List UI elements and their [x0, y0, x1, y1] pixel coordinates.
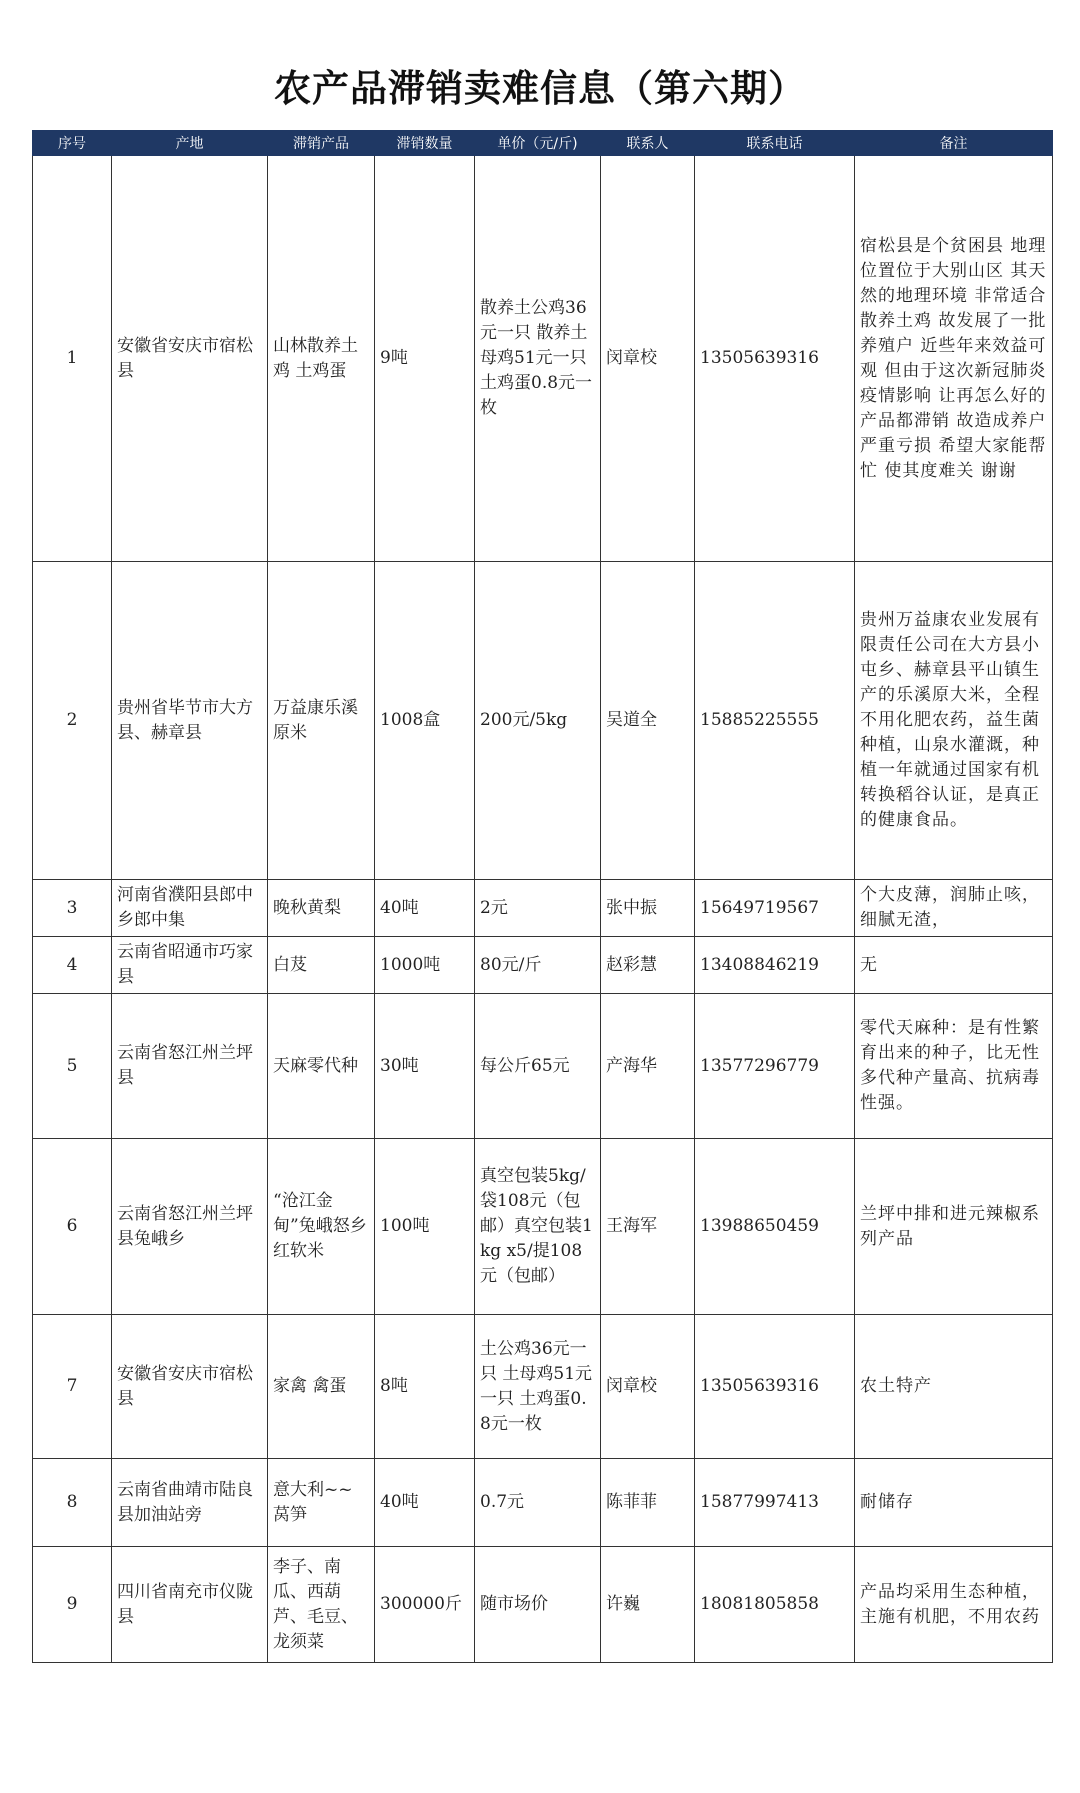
table-row	[33, 1139, 1053, 1315]
cell-quantity: 1000吨	[375, 937, 475, 994]
table-row	[33, 880, 1053, 937]
cell-product: 天麻零代种	[268, 994, 375, 1139]
cell-product: 意大利~~莴笋	[268, 1459, 375, 1547]
cell-price: 0.7元	[475, 1459, 601, 1547]
cell-phone: 13505639316	[695, 1315, 855, 1459]
cell-seq: 1	[33, 156, 112, 562]
cell-seq: 7	[33, 1315, 112, 1459]
cell-quantity: 8吨	[375, 1315, 475, 1459]
cell-origin: 四川省南充市仪陇县	[112, 1547, 268, 1663]
cell-phone: 15877997413	[695, 1459, 855, 1547]
cell-note: 兰坪中排和进元辣椒系列产品	[855, 1139, 1053, 1315]
cell-note: 个大皮薄，润肺止咳，细腻无渣，	[855, 880, 1053, 937]
header-product: 滞销产品	[268, 131, 375, 156]
info-table	[32, 130, 1053, 1663]
table-row	[33, 1315, 1053, 1459]
document-title: 农产品滞销卖难信息（第六期）	[274, 67, 806, 110]
header-origin: 产地	[112, 131, 268, 156]
cell-origin: 云南省曲靖市陆良县加油站旁	[112, 1459, 268, 1547]
cell-price: 2元	[475, 880, 601, 937]
cell-note: 零代天麻种：是有性繁育出来的种子，比无性多代种产量高、抗病毒性强。	[855, 994, 1053, 1139]
cell-product: 李子、南瓜、西葫芦、毛豆、龙须菜	[268, 1547, 375, 1663]
cell-quantity: 1008盒	[375, 562, 475, 880]
cell-price: 80元/斤	[475, 937, 601, 994]
cell-quantity: 100吨	[375, 1139, 475, 1315]
cell-note: 无	[855, 937, 1053, 994]
cell-price: 随市场价	[475, 1547, 601, 1663]
cell-product: 山林散养土鸡 土鸡蛋	[268, 156, 375, 562]
table-row	[33, 562, 1053, 880]
cell-phone: 18081805858	[695, 1547, 855, 1663]
cell-price: 散养土公鸡36元一只 散养土母鸡51元一只 土鸡蛋0.8元一枚	[475, 156, 601, 562]
header-price: 单价（元/斤)	[475, 131, 601, 156]
cell-quantity: 9吨	[375, 156, 475, 562]
cell-product: “沧江金甸”兔峨怒乡红软米	[268, 1139, 375, 1315]
cell-seq: 8	[33, 1459, 112, 1547]
cell-note: 耐储存	[855, 1459, 1053, 1547]
cell-seq: 4	[33, 937, 112, 994]
header-phone: 联系电话	[695, 131, 855, 156]
cell-seq: 3	[33, 880, 112, 937]
cell-contact: 许巍	[601, 1547, 695, 1663]
cell-seq: 6	[33, 1139, 112, 1315]
cell-seq: 5	[33, 994, 112, 1139]
cell-origin: 云南省昭通市巧家县	[112, 937, 268, 994]
cell-price: 200元/5kg	[475, 562, 601, 880]
cell-seq: 2	[33, 562, 112, 880]
cell-quantity: 40吨	[375, 880, 475, 937]
cell-origin: 安徽省安庆市宿松县	[112, 1315, 268, 1459]
header-note: 备注	[855, 131, 1053, 156]
cell-phone: 13577296779	[695, 994, 855, 1139]
header-quantity: 滞销数量	[375, 131, 475, 156]
cell-note: 农土特产	[855, 1315, 1053, 1459]
table-row	[33, 994, 1053, 1139]
cell-product: 万益康乐溪原米	[268, 562, 375, 880]
cell-phone: 13505639316	[695, 156, 855, 562]
table-row	[33, 937, 1053, 994]
table-row	[33, 1459, 1053, 1547]
cell-origin: 贵州省毕节市大方县、赫章县	[112, 562, 268, 880]
header-contact: 联系人	[601, 131, 695, 156]
cell-contact: 陈菲菲	[601, 1459, 695, 1547]
cell-origin: 云南省怒江州兰坪县	[112, 994, 268, 1139]
cell-contact: 赵彩慧	[601, 937, 695, 994]
cell-price: 土公鸡36元一只 土母鸡51元一只 土鸡蛋0.8元一枚	[475, 1315, 601, 1459]
cell-contact: 张中振	[601, 880, 695, 937]
cell-product: 晚秋黄梨	[268, 880, 375, 937]
table-row	[33, 1547, 1053, 1663]
cell-phone: 15649719567	[695, 880, 855, 937]
cell-contact: 王海军	[601, 1139, 695, 1315]
cell-quantity: 30吨	[375, 994, 475, 1139]
header-row	[33, 131, 1053, 156]
table-row	[33, 156, 1053, 562]
cell-note: 贵州万益康农业发展有限责任公司在大方县小屯乡、赫章县平山镇生产的乐溪原大米，全程不用化肥农药，益生菌种植，山泉水灌溉，种植一年就通过国家有机转换稻谷认证，是真正的健康食品。	[855, 562, 1053, 880]
cell-product: 家禽 禽蛋	[268, 1315, 375, 1459]
cell-price: 每公斤65元	[475, 994, 601, 1139]
cell-price: 真空包装5kg/袋108元（包邮）真空包装1kg x5/提108元（包邮）	[475, 1139, 601, 1315]
cell-note: 产品均采用生态种植，主施有机肥，不用农药	[855, 1547, 1053, 1663]
cell-contact: 闵章校	[601, 156, 695, 562]
header-seq: 序号	[33, 131, 112, 156]
cell-phone: 15885225555	[695, 562, 855, 880]
cell-origin: 云南省怒江州兰坪县兔峨乡	[112, 1139, 268, 1315]
cell-phone: 13408846219	[695, 937, 855, 994]
cell-seq: 9	[33, 1547, 112, 1663]
cell-origin: 河南省濮阳县郎中乡郎中集	[112, 880, 268, 937]
cell-quantity: 300000斤	[375, 1547, 475, 1663]
cell-quantity: 40吨	[375, 1459, 475, 1547]
cell-contact: 闵章校	[601, 1315, 695, 1459]
cell-contact: 吴道全	[601, 562, 695, 880]
cell-phone: 13988650459	[695, 1139, 855, 1315]
cell-origin: 安徽省安庆市宿松县	[112, 156, 268, 562]
cell-note: 宿松县是个贫困县 地理位置位于大别山区 其天然的地理环境 非常适合散养土鸡 故发展了一批养殖户 近些年来效益可观 但由于这次新冠肺炎疫情影响 让再怎么好的产品都滞销 故造成养户严重亏损 希望大家能帮忙 使其度难关 谢谢	[855, 156, 1053, 562]
cell-contact: 产海华	[601, 994, 695, 1139]
cell-product: 白芨	[268, 937, 375, 994]
